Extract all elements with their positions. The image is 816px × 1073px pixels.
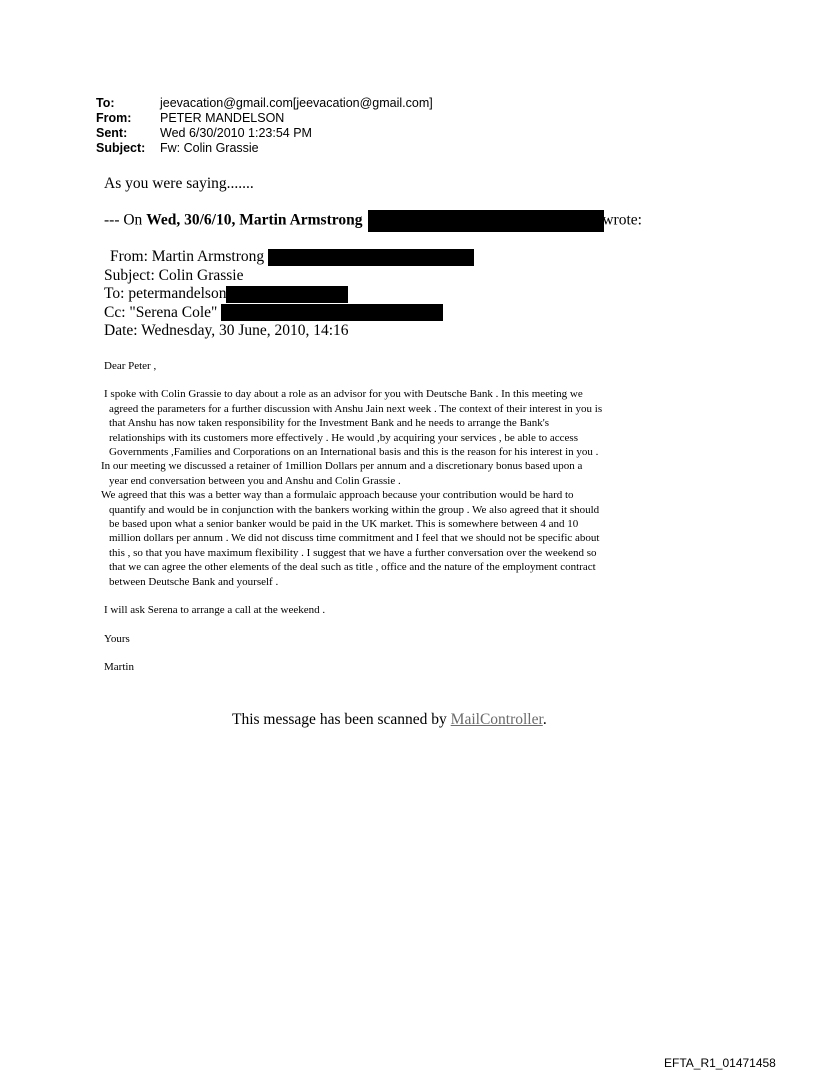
to-value: jeevacation@gmail.com[jeevacation@gmail.com]: [160, 96, 433, 110]
subject-label: Subject:: [96, 141, 146, 155]
body-line: Governments ,Families and Corporations on an International basis and this is the reason for his interest in you .: [109, 446, 599, 459]
fwd-from-row: [104, 248, 474, 267]
forwarded-headers: [104, 248, 474, 341]
body-paragraph: [101, 387, 684, 589]
sent-value: Wed 6/30/2010 1:23:54 PM: [160, 126, 312, 140]
call-line: I will ask Serena to arrange a call at the weekend .: [104, 604, 326, 617]
body-line: We agreed that this was a better way than a formulaic approach because your contribution would be hard to: [101, 489, 574, 502]
on-wrote-sender: Wed, 30/6/10, Martin Armstrong: [146, 211, 363, 229]
body-line: I spoke with Colin Grassie to day about a role as an advisor for you with Deutsche Bank . In this meeting we: [104, 388, 583, 401]
document-id: EFTA_R1_01471458: [664, 1056, 776, 1070]
fwd-date: Date: Wednesday, 30 June, 2010, 14:16: [104, 322, 349, 339]
mailcontroller-link[interactable]: MailController: [450, 711, 543, 728]
redaction-bar: [268, 249, 474, 266]
body-line: In our meeting we discussed a retainer of 1million Dollars per annum and a discretionary bonus based upon a: [101, 460, 583, 473]
from-row: [96, 111, 433, 126]
scan-end: .: [542, 711, 547, 728]
on-wrote-prefix: --- On: [104, 211, 147, 229]
body-line: that Anshu has now taken responsibility for the Investment Bank and he needs to arrange the Bank's: [109, 417, 550, 430]
scan-text: This message has been scanned by: [232, 711, 451, 728]
body-line: quantify and would be in conjunction with the bankers working within the group . We also agreed that it should: [109, 503, 600, 516]
fwd-cc: Cc: "Serena Cole": [104, 303, 218, 321]
sent-label: Sent:: [96, 126, 128, 140]
message-body: [101, 359, 684, 674]
on-wrote-line: [104, 210, 642, 232]
from-value: PETER MANDELSON: [160, 111, 285, 125]
intro-text: As you were saying.......: [104, 175, 254, 192]
closing: Yours: [104, 632, 130, 645]
body-line: this , so that you have maximum flexibility . I suggest that we have a further conversation over the weekend so: [109, 546, 597, 559]
body-line: million dollars per annum . We did not discuss time commitment and I feel that we should not be specific about: [109, 532, 600, 545]
signature: Martin: [104, 660, 134, 673]
fwd-date-row: [104, 322, 474, 341]
sent-row: [96, 126, 433, 141]
redaction-bar: [226, 286, 348, 303]
subject-row: [96, 141, 433, 156]
body-line: relationships with its customers more effectively . He would ,by acquiring your services , be able to access: [109, 431, 578, 444]
body-line: between Deutsche Bank and yourself .: [109, 575, 279, 588]
redaction-bar: [221, 304, 443, 321]
fwd-subject-row: [104, 267, 474, 286]
fwd-subject: Subject: Colin Grassie: [104, 266, 244, 284]
fwd-cc-row: [104, 304, 474, 323]
fwd-to-row: [104, 285, 474, 304]
fwd-from: From: Martin Armstrong: [110, 248, 265, 265]
fwd-to: To: petermandelson: [104, 285, 227, 302]
to-label: To:: [96, 96, 115, 110]
to-row: [96, 96, 433, 111]
body-line: be based upon what a senior banker would be paid in the UK market. This is somewhere between 4 and 10: [109, 518, 579, 531]
scan-notice: [232, 711, 547, 729]
subject-value: Fw: Colin Grassie: [160, 141, 259, 155]
salutation: Dear Peter ,: [104, 360, 157, 372]
body-line: that we can agree the other elements of the deal such as title , office and the nature of the employment contract: [109, 561, 596, 574]
from-label: From:: [96, 111, 132, 125]
email-header: [96, 96, 433, 156]
on-wrote-suffix: wrote:: [602, 211, 642, 229]
body-line: agreed the parameters for a further discussion with Anshu Jain next week . The context of their interest in you is: [109, 402, 603, 415]
body-line: year end conversation between you and Anshu and Colin Grassie .: [109, 474, 401, 487]
redaction-bar: [368, 210, 604, 232]
